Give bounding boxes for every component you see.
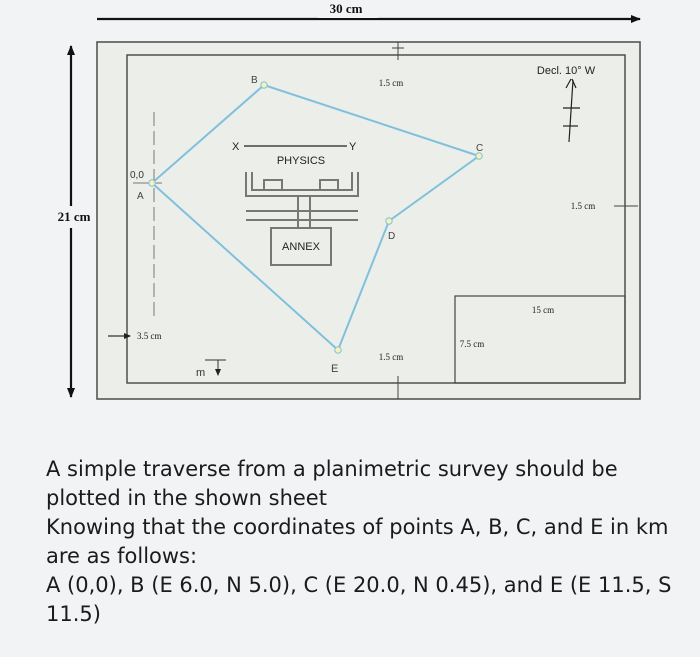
margin-bottom-label: 1.5 cm [378,352,404,362]
station-c-label: C [476,143,484,154]
title-block-height-label: 7.5 cm [459,339,485,349]
sheet-height-label: 21 cm [57,209,91,224]
question-text [46,455,676,629]
baseline-start-label: X [232,141,240,153]
station-b-label: B [251,75,258,86]
annex-building-label: ANNEX [282,241,320,253]
margin-right-label: 1.5 cm [570,201,596,211]
baseline-end-label: Y [349,141,357,153]
station-a-label: A [137,191,144,202]
margin-top-label: 1.5 cm [378,78,404,88]
question-line-2: Knowing that the coordinates of points A, B, C, and E in km are as follows: [46,515,669,568]
meridian-label: m [196,367,206,379]
declination-label: Decl. 10° W [536,65,596,77]
question-line-3: A (0,0), B (E 6.0, N 5.0), C (E 20.0, N 0.45), and E (E 11.5, S 11.5) [46,573,672,626]
title-block-width-label: 15 cm [531,305,555,315]
station-e-label: E [331,363,339,375]
question-line-1: A simple traverse from a planimetric survey should be plotted in the shown sheet [46,457,618,510]
station-c [476,143,483,159]
sheet-outline [97,42,640,399]
station-d-label: D [388,231,396,242]
sheet-width-label: 30 cm [329,1,363,16]
grid-origin-label: 0,0 [130,170,144,181]
physics-building-label: PHYSICS [276,155,326,167]
margin-left-label: 3.5 cm [137,331,162,341]
